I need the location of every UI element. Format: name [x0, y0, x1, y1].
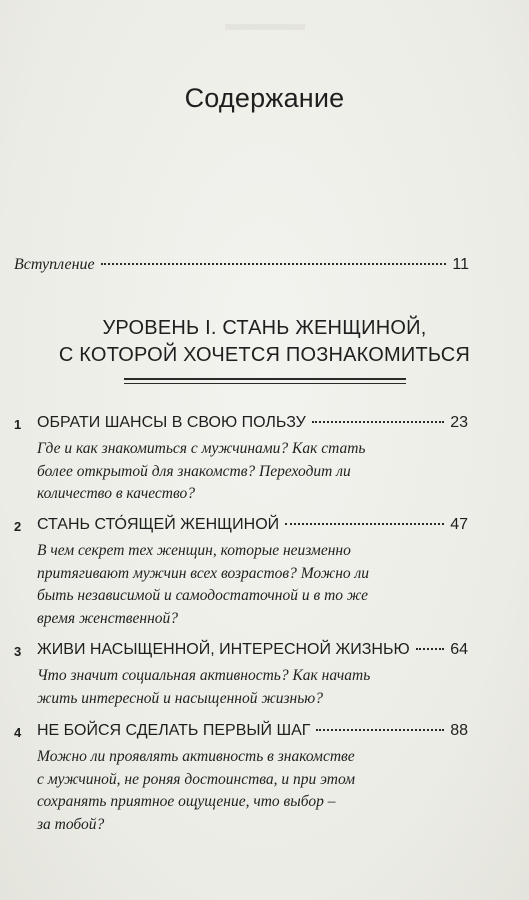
level-heading-line-1: УРОВЕНЬ I. СТАНЬ ЖЕНЩИНОЙ,: [102, 317, 427, 339]
chapter-title: ЖИВИ НАСЫЩЕННОЙ, ИНТЕРЕСНОЙ ЖИЗНЬЮ: [37, 641, 410, 658]
chapter-description: Что значит социальная активность? Как начать жить интересной и насыщенной жизнью?: [37, 667, 371, 707]
chapter-page-number: 23: [450, 414, 468, 431]
toc-entry-intro: [14, 256, 469, 274]
chapter-description: Можно ли проявлять активность в знакомстве с мужчиной, не роняя достоинства, и при этом сохранять приятное ощущение, что выбор – за тобой?: [37, 748, 356, 833]
dot-leader: [312, 421, 444, 423]
page-title: Содержание: [184, 83, 345, 113]
chapter-page-number: 88: [450, 722, 468, 739]
level-heading-line-2: С КОТОРОЙ ХОЧЕТСЯ ПОЗНАКОМИТЬСЯ: [58, 344, 471, 366]
chapter-number: 1: [14, 417, 22, 432]
chapter-heading-row: [37, 414, 468, 432]
intro-page-number: 11: [452, 256, 469, 273]
heading-rule-thick: [124, 378, 406, 380]
dot-leader: [316, 729, 444, 731]
chapter-title: СТАНЬ СТО́ЯЩЕЙ ЖЕНЩИНОЙ: [37, 516, 280, 533]
chapter-heading-row: [37, 722, 468, 740]
chapter-page-number: 64: [450, 641, 468, 658]
chapter-number: 4: [14, 725, 22, 740]
dot-leader: [285, 523, 444, 525]
chapter-heading-row: [37, 516, 468, 534]
chapter-number: 2: [14, 519, 22, 534]
chapter-description: В чем секрет тех женщин, которые неизменно притягивают мужчин всех возрастов? Можно ли быть независимой и самодостаточной и в то же время женственной?: [37, 542, 370, 627]
chapter-page-number: 47: [450, 516, 468, 533]
chapter-description: Где и как знакомиться с мужчинами? Как стать более открытой для знакомств? Переходит ли количество в качество?: [37, 440, 366, 502]
intro-label: Вступление: [14, 256, 95, 273]
faint-header-mark: [225, 24, 305, 30]
chapter-title: ОБРАТИ ШАНСЫ В СВОЮ ПОЛЬЗУ: [37, 414, 306, 431]
chapter-title: НЕ БОЙСЯ СДЕЛАТЬ ПЕРВЫЙ ШАГ: [37, 722, 311, 739]
chapter-number: 3: [14, 644, 22, 659]
dot-leader: [101, 263, 447, 265]
level-heading: [0, 315, 529, 369]
chapter-heading-row: [37, 641, 468, 659]
heading-rule-thin: [124, 383, 406, 384]
dot-leader: [416, 648, 445, 650]
